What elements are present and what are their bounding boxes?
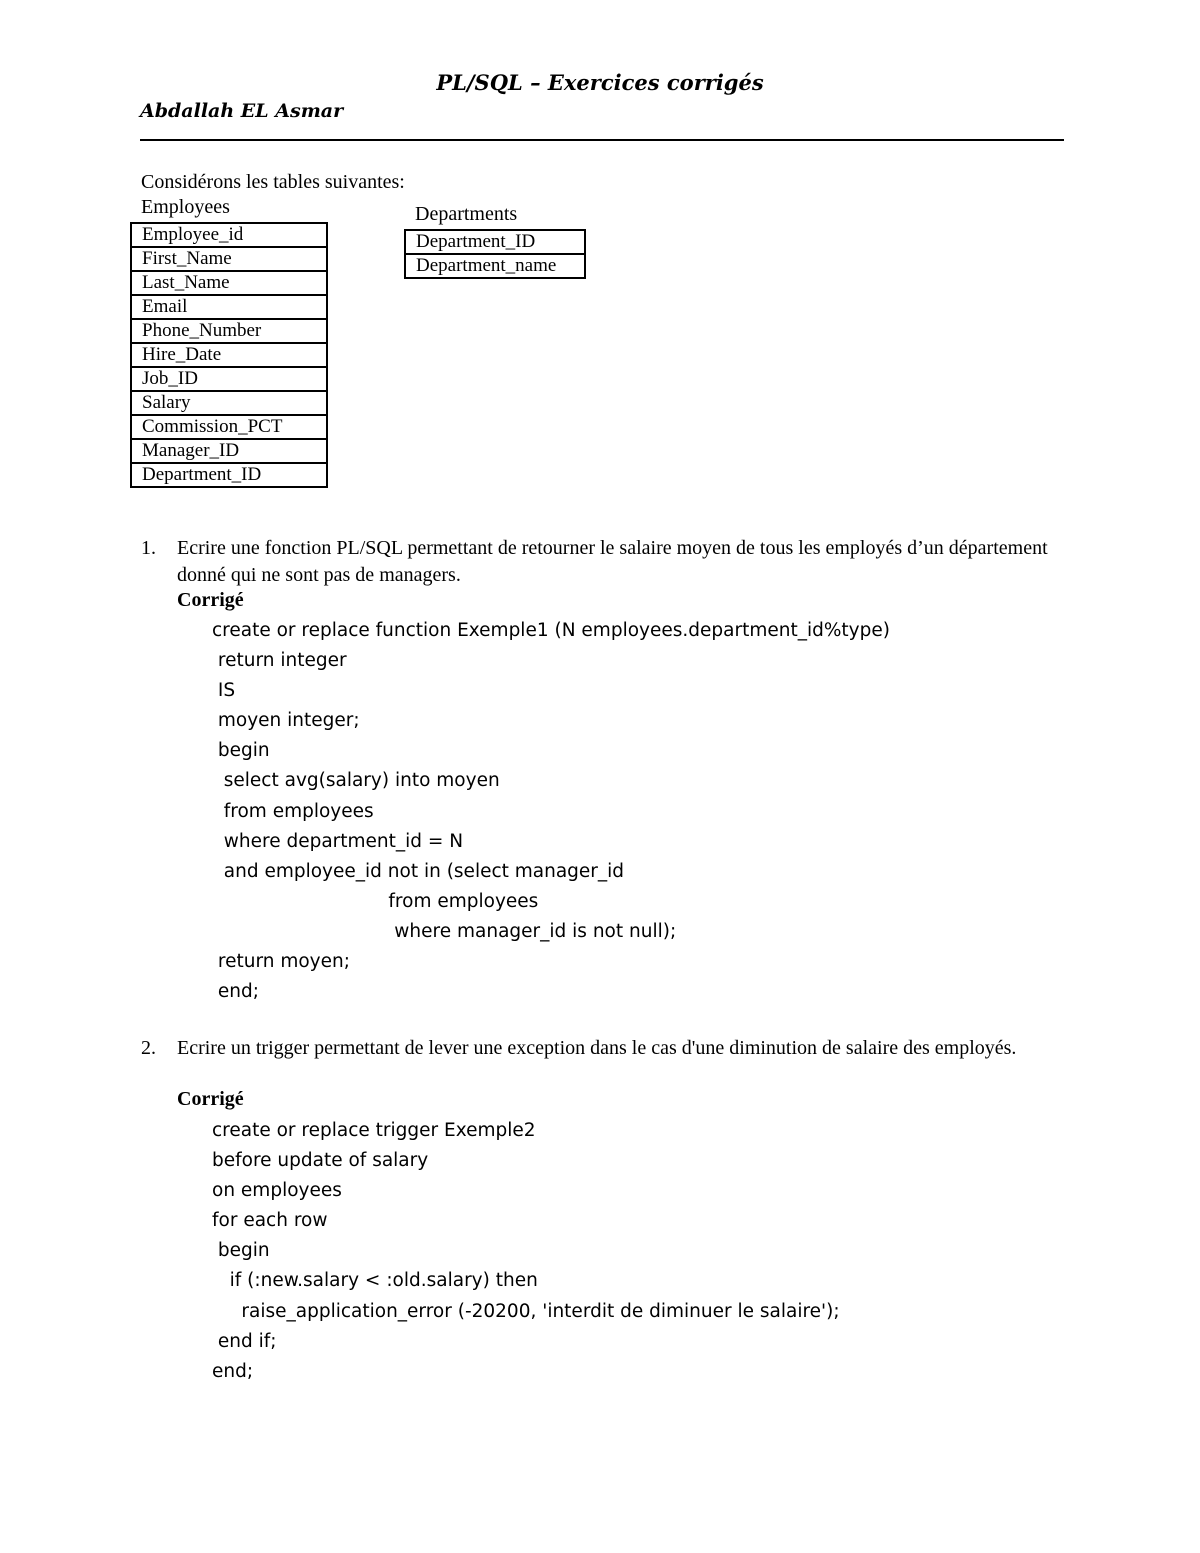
exercise-1-number: 1. [141,537,156,559]
employees-table-column-cell: Email [131,295,327,319]
exercise-1-code: create or replace function Exemple1 (N employees.department_id%type) return integer IS moyen integer; begin select avg(salary) into moyen from employees where department_id = N and employee_id not in (select manager_id from employees where manager_id is not null); return moyen; end; [212,620,890,1003]
employees-table-row [131,367,327,391]
employees-table-column-cell: Employee_id [131,223,327,247]
employees-table-title: Employees [141,196,230,218]
employees-table-column-cell: Department_ID [131,463,327,487]
employees-table-column-cell: Phone_Number [131,319,327,343]
employees-table-row [131,319,327,343]
exercise-2-code: create or replace trigger Exemple2 before update of salary on employees for each row begin if (:new.salary < :old.salary) then raise_application_error (-20200, 'interdit de diminuer le salaire'); end if; end; [212,1120,840,1382]
departments-table [404,229,586,279]
employees-table [130,222,328,488]
departments-table-row [405,230,585,254]
employees-table-column-cell: Hire_Date [131,343,327,367]
employees-table-column-cell: Manager_ID [131,439,327,463]
employees-table-row [131,463,327,487]
employees-table-row [131,247,327,271]
employees-table-row [131,391,327,415]
employees-table-row [131,295,327,319]
employees-table-row [131,439,327,463]
employees-table-row [131,415,327,439]
employees-table-column-cell: First_Name [131,247,327,271]
exercise-1-corrige-label: Corrigé [177,589,244,611]
exercise-2-number: 2. [141,1037,156,1059]
employees-table-column-cell: Salary [131,391,327,415]
employees-table-column-cell: Job_ID [131,367,327,391]
intro-text: Considérons les tables suivantes: [141,171,405,193]
employees-table-row [131,343,327,367]
departments-table-title: Departments [415,203,518,225]
employees-table-row [131,271,327,295]
exercise-2-corrige-label: Corrigé [177,1088,244,1110]
departments-table-column-cell: Department_name [405,254,585,278]
exercise-1-text: Ecrire une fonction PL/SQL permettant de retourner le salaire moyen de tous les employés d’un département donné qui ne sont pas de managers. [177,537,1048,586]
document-title: PL/SQL – Exercices corrigés [436,70,764,95]
employees-table-column-cell: Last_Name [131,271,327,295]
employees-table-column-cell: Commission_PCT [131,415,327,439]
departments-table-column-cell: Department_ID [405,230,585,254]
departments-table-row [405,254,585,278]
exercise-2-text: Ecrire un trigger permettant de lever une exception dans le cas d'une diminution de salaire des employés. [177,1037,1017,1059]
header-divider [140,139,1064,141]
document-author: Abdallah EL Asmar [140,100,344,122]
employees-table-row [131,223,327,247]
